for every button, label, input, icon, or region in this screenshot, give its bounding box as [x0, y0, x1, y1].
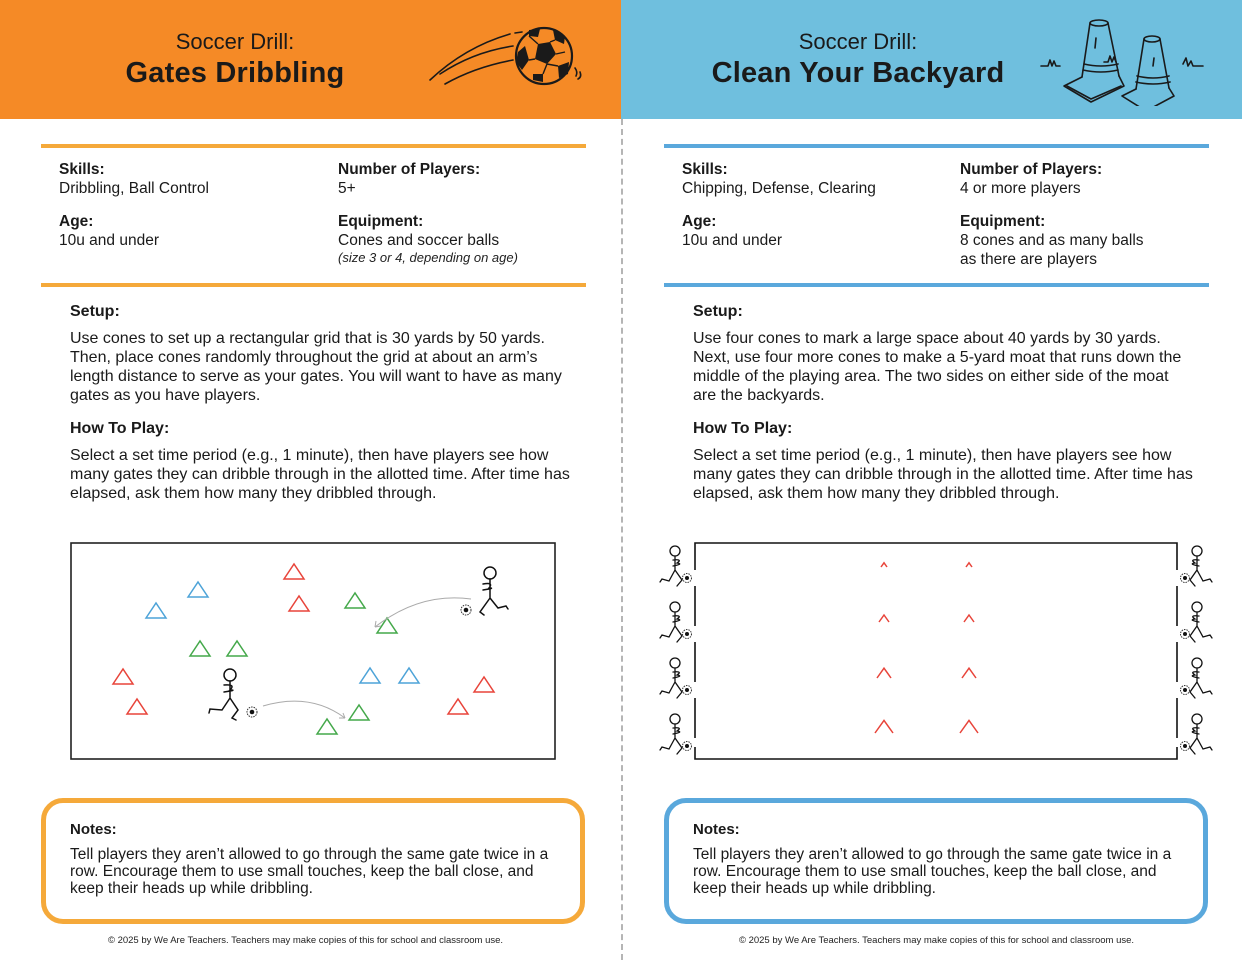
equipment-value: 8 cones and as many balls — [960, 232, 1144, 249]
soccer-ball — [1181, 742, 1190, 751]
age-label: Age: — [59, 213, 94, 230]
skills-label: Skills: — [59, 161, 105, 178]
skills-value: Chipping, Defense, Clearing — [682, 180, 876, 197]
age-value: 10u and under — [682, 232, 782, 249]
notes-text: Tell players they aren’t allowed to go through the same gate twice in a row. Encourage them to use small touches, keep the ball close, and keep their heads up while dribbling. — [70, 846, 549, 897]
equipment-label: Equipment: — [338, 213, 424, 230]
equipment-note: (size 3 or 4, depending on age) — [338, 250, 518, 265]
player-figure — [660, 602, 682, 642]
accent-rule — [41, 144, 586, 148]
skills-value: Dribbling, Ball Control — [59, 180, 209, 197]
info-column-right — [338, 160, 518, 265]
setup-text: Use four cones to mark a large space about 40 yards by 30 yards. Next, use four more cones to make a 5-yard moat that runs down the middle of the playing area. The two sides on either side of the moat are the backyards. — [693, 330, 1182, 404]
cone — [881, 563, 887, 567]
notes-box — [41, 798, 585, 924]
player-figure — [1190, 602, 1212, 642]
clean-your-backyard-diagram — [654, 540, 1224, 764]
accent-rule — [664, 283, 1209, 287]
cone — [879, 615, 889, 622]
gates-dribbling-diagram — [70, 542, 556, 760]
field-boundary — [695, 543, 1177, 759]
drill-header — [621, 0, 1242, 119]
setup-heading: Setup: — [693, 303, 743, 320]
drill-title: Clean Your Backyard — [711, 57, 1005, 89]
info-column-right — [960, 160, 1144, 268]
player-figure — [660, 714, 682, 754]
how-to-play-text: Select a set time period (e.g., 1 minute), then have players see how many gates they can dribble through in the allotted time. After time has elapsed, ask them how many they dribbled through. — [70, 447, 570, 502]
cone — [875, 720, 893, 733]
how-to-play-heading: How To Play: — [70, 420, 170, 437]
cone — [964, 615, 974, 622]
notes-heading: Notes: — [693, 821, 740, 838]
soccer-ball — [461, 605, 471, 615]
players-label: Number of Players: — [338, 161, 481, 178]
players-label: Number of Players: — [960, 161, 1103, 178]
notes-box — [664, 798, 1208, 924]
info-column-left — [682, 160, 876, 249]
drill-header — [0, 0, 621, 119]
soccer-ball — [683, 742, 692, 751]
players-value: 4 or more players — [960, 180, 1081, 197]
soccer-ball-icon — [425, 22, 585, 92]
equipment-value: as there are players — [960, 251, 1097, 268]
skills-label: Skills: — [682, 161, 728, 178]
cone — [960, 720, 978, 733]
soccer-ball — [1181, 574, 1190, 583]
equipment-value: Cones and soccer balls — [338, 232, 500, 249]
drill-subtitle: Soccer Drill: — [175, 29, 295, 54]
players-value: 5+ — [338, 180, 356, 197]
cut-line-divider — [621, 119, 623, 960]
cone — [877, 668, 891, 678]
copyright-footer: © 2025 by We Are Teachers. Teachers may make copies of this for school and classroom use. — [107, 935, 504, 946]
equipment-label: Equipment: — [960, 213, 1046, 230]
soccer-ball — [247, 707, 257, 717]
soccer-ball — [1181, 630, 1190, 639]
soccer-ball — [1181, 686, 1190, 695]
how-to-play-heading: How To Play: — [693, 420, 793, 437]
accent-rule — [41, 283, 586, 287]
player-figure — [1190, 714, 1212, 754]
age-label: Age: — [682, 213, 717, 230]
traffic-cones-icon — [1036, 14, 1216, 106]
accent-rule — [664, 144, 1209, 148]
notes-heading: Notes: — [70, 821, 117, 838]
player-figure — [1190, 546, 1212, 586]
notes-text: Tell players they aren’t allowed to go through the same gate twice in a row. Encourage them to use small touches, keep the ball close, and keep their heads up while dribbling. — [693, 846, 1172, 897]
player-figure — [660, 546, 682, 586]
player-figure — [1190, 658, 1212, 698]
soccer-ball — [683, 686, 692, 695]
cone — [966, 563, 972, 567]
how-to-play-text: Select a set time period (e.g., 1 minute), then have players see how many gates they can dribble through in the allotted time. After time has elapsed, ask them how many they dribbled through. — [693, 447, 1193, 502]
setup-heading: Setup: — [70, 303, 120, 320]
drill-card-clean-your-backyard — [621, 0, 1242, 960]
age-value: 10u and under — [59, 232, 159, 249]
cone — [962, 668, 976, 678]
copyright-footer: © 2025 by We Are Teachers. Teachers may make copies of this for school and classroom use. — [738, 935, 1135, 946]
drill-subtitle: Soccer Drill: — [798, 29, 918, 54]
setup-text: Use cones to set up a rectangular grid that is 30 yards by 50 yards. Then, place cones randomly throughout the grid at about an arm’s length distance to serve as your gates. You will want to have as many gates as you have players. — [70, 330, 562, 404]
player-figure — [660, 658, 682, 698]
field-boundary — [71, 543, 555, 759]
info-column-left — [59, 160, 209, 249]
drill-instructions — [693, 302, 1193, 517]
drill-instructions — [70, 302, 570, 517]
soccer-ball — [683, 574, 692, 583]
drill-title: Gates Dribbling — [125, 57, 345, 89]
soccer-ball — [683, 630, 692, 639]
